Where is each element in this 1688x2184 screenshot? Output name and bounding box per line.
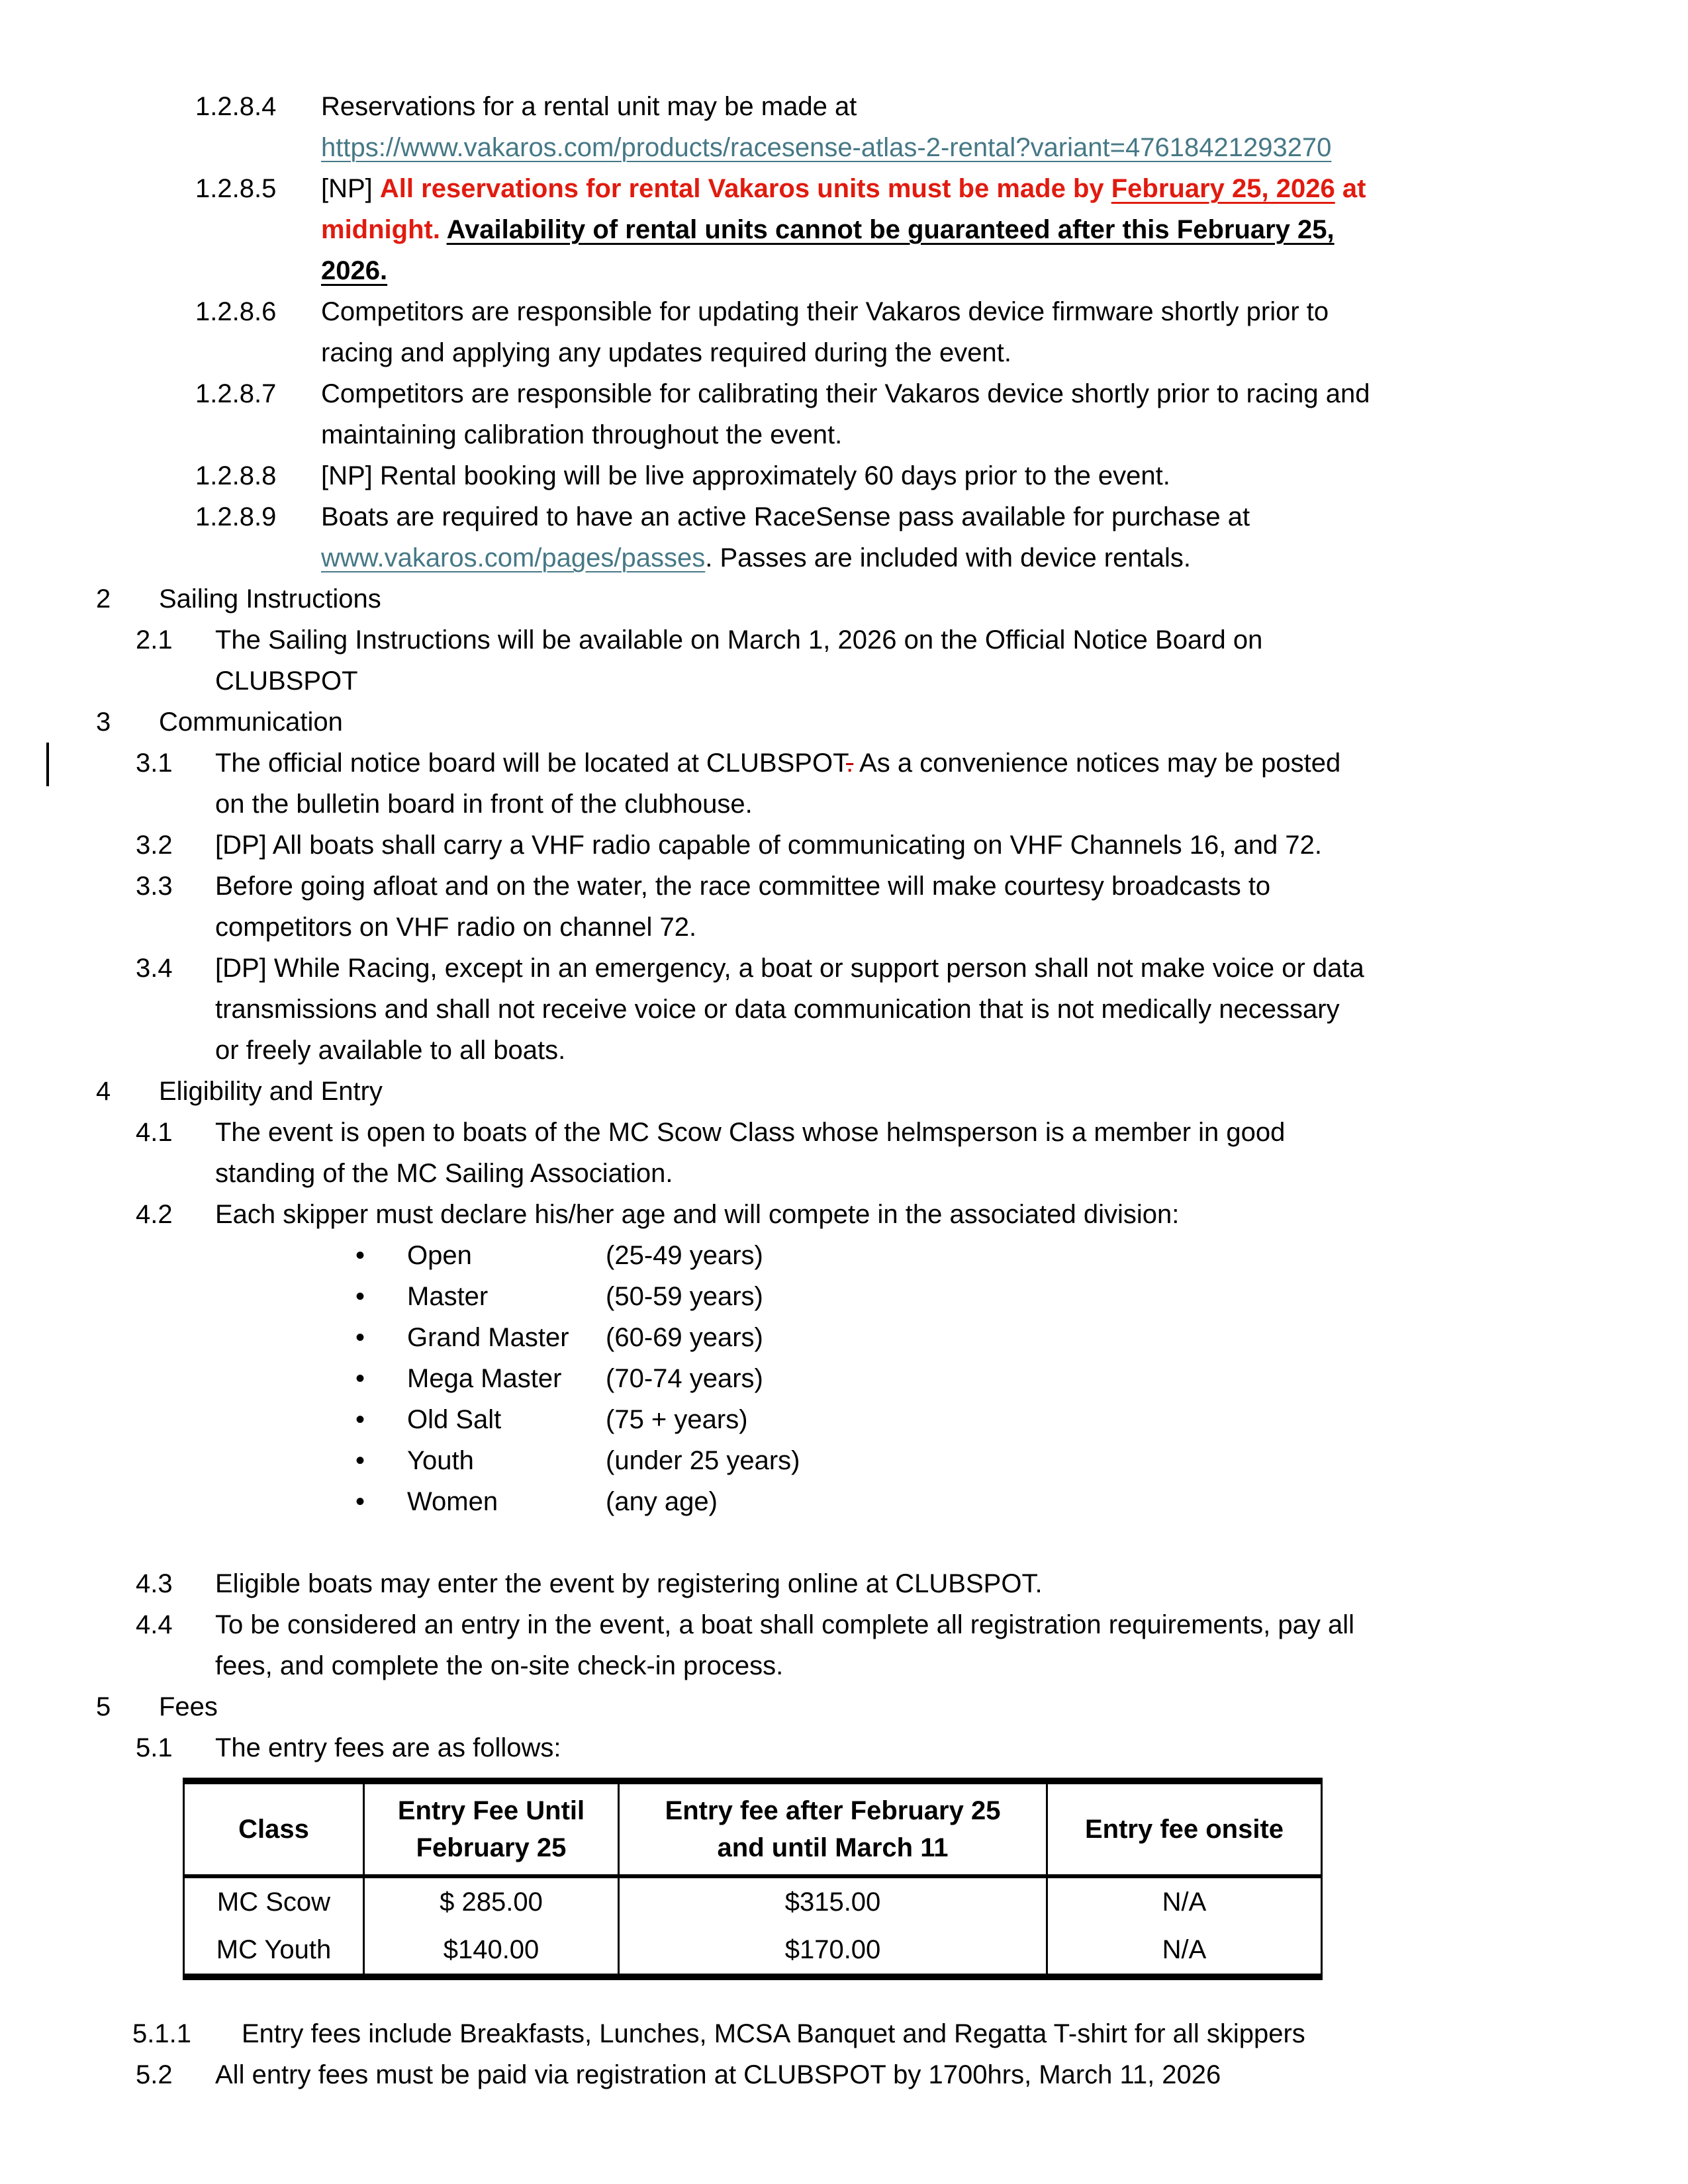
clause-3-1	[136, 743, 1595, 825]
clause-number: 1.2.8.5	[195, 174, 277, 203]
clause-3-4	[136, 948, 1595, 1071]
table-header-cell-until	[364, 1781, 619, 1876]
clause-line: Eligible boats may enter the event by registering online at CLUBSPOT.	[215, 1569, 1043, 1598]
header-line: Entry Fee Until	[397, 1796, 585, 1825]
header-line: and until March 11	[717, 1833, 949, 1862]
section-title: Communication	[159, 707, 343, 737]
clause-line: All entry fees must be paid via registration at CLUBSPOT by 1700hrs, March 11, 2026	[215, 2060, 1221, 2089]
clause-number: 1.2.8.9	[195, 502, 277, 531]
clause-number: 1.2.8.4	[195, 92, 277, 121]
clause-line: competitors on VHF radio on channel 72.	[215, 913, 697, 942]
division-ages: (50-59 years)	[606, 1282, 763, 1311]
section-title: Sailing Instructions	[159, 584, 381, 614]
bold-underlined-run: 2026.	[321, 256, 388, 285]
clause-text	[242, 2013, 1595, 2054]
list-item	[355, 1481, 1595, 1522]
text-run: As a convenience notices may be posted	[853, 749, 1341, 778]
spacer	[96, 1522, 1595, 1563]
bullet-icon: •	[355, 1323, 365, 1352]
text-run: [NP]	[321, 174, 380, 203]
list-item	[355, 1317, 1595, 1358]
bold-underlined-run: Availability of rental units cannot be guaranteed after this February 25,	[446, 215, 1335, 244]
table-header-cell-class	[184, 1781, 364, 1876]
clause-5-1	[136, 1727, 1595, 1768]
section-2-heading	[96, 578, 1595, 619]
clause-number: 1.2.8.6	[195, 297, 277, 326]
clause-1-2-8-8	[195, 455, 1595, 496]
clause-text	[321, 168, 1595, 291]
clause-number: 5.1	[136, 1733, 173, 1762]
clause-text	[215, 1112, 1595, 1194]
clause-line	[321, 168, 1595, 209]
clause-text	[215, 743, 1595, 825]
clause-number: 4.2	[136, 1200, 173, 1229]
header-line: Entry fee after February 25	[665, 1796, 1001, 1825]
clause-line: or freely available to all boats.	[215, 1036, 566, 1065]
clause-1-2-8-5	[195, 168, 1595, 291]
clause-4-4	[136, 1604, 1595, 1686]
table-header-cell-after	[619, 1781, 1047, 1876]
bullet-icon: •	[355, 1405, 365, 1434]
table-cell: N/A	[1047, 1926, 1322, 1977]
division-ages: (any age)	[606, 1487, 718, 1516]
division-label: Youth	[407, 1446, 474, 1475]
bullet-icon: •	[355, 1282, 365, 1311]
clause-text	[215, 619, 1595, 702]
clause-number: 5.2	[136, 2060, 173, 2089]
revision-change-bar	[46, 743, 49, 786]
passes-hyperlink[interactable]: www.vakaros.com/pages/passes	[321, 543, 706, 572]
section-number: 5	[96, 1692, 111, 1721]
list-item	[355, 1358, 1595, 1399]
division-ages: (60-69 years)	[606, 1323, 763, 1352]
section-number: 4	[96, 1077, 111, 1106]
clause-line: maintaining calibration throughout the event.	[321, 420, 843, 449]
deleted-text-run: .	[846, 749, 854, 778]
table-header-row	[184, 1781, 1322, 1876]
red-emphasis-run: All reservations for rental Vakaros units must be made by	[379, 174, 1111, 203]
table-cell: MC Youth	[184, 1926, 364, 1977]
table-header-cell-onsite	[1047, 1781, 1322, 1876]
text-run: . Passes are included with device rentals.	[705, 543, 1191, 572]
clause-line: Entry fees include Breakfasts, Lunches, MCSA Banquet and Regatta T-shirt for all skippers	[242, 2019, 1305, 2048]
clause-number: 2.1	[136, 625, 173, 655]
clause-number: 4.4	[136, 1610, 173, 1639]
clause-number: 4.3	[136, 1569, 173, 1598]
table-row	[184, 1926, 1322, 1977]
bullet-icon: •	[355, 1241, 365, 1270]
clause-line	[321, 127, 1595, 168]
division-bullet-list	[355, 1235, 1595, 1522]
clause-4-2	[136, 1194, 1595, 1235]
bullet-icon: •	[355, 1364, 365, 1393]
header-line: February 25	[416, 1833, 567, 1862]
clause-text	[321, 291, 1595, 373]
clause-line: The entry fees are as follows:	[215, 1733, 561, 1762]
table-cell: N/A	[1047, 1876, 1322, 1926]
clause-text	[321, 86, 1595, 168]
clause-text	[321, 496, 1595, 578]
clause-line: transmissions and shall not receive voice or data communication that is not medically necessary	[215, 995, 1340, 1024]
list-item	[355, 1235, 1595, 1276]
clause-line: [DP] While Racing, except in an emergency, a boat or support person shall not make voice or data	[215, 954, 1364, 983]
clause-line: on the bulletin board in front of the clubhouse.	[215, 790, 753, 819]
clause-number: 1.2.8.8	[195, 461, 277, 490]
division-label: Grand Master	[407, 1323, 569, 1352]
clause-text	[321, 373, 1595, 455]
clause-line	[321, 209, 1595, 250]
division-ages: (75 + years)	[606, 1405, 748, 1434]
clause-line: Reservations for a rental unit may be made at	[321, 92, 857, 121]
clause-text	[215, 866, 1595, 948]
text-run: The official notice board will be located at CLUBSPOT	[215, 749, 847, 778]
clause-line: Boats are required to have an active RaceSense pass available for purchase at	[321, 502, 1250, 531]
clause-number: 1.2.8.7	[195, 379, 277, 408]
clause-line: [DP] All boats shall carry a VHF radio capable of communicating on VHF Channels 16, and 72.	[215, 831, 1322, 860]
division-ages: (70-74 years)	[606, 1364, 763, 1393]
clause-4-1	[136, 1112, 1595, 1194]
clause-line	[215, 743, 1595, 784]
section-number: 3	[96, 707, 111, 737]
red-underlined-date: February 25, 2026	[1111, 174, 1335, 203]
table-cell: $140.00	[364, 1926, 619, 1977]
list-item	[355, 1399, 1595, 1440]
clause-5-1-1	[132, 2013, 1595, 2054]
clause-text	[215, 825, 1595, 866]
clause-line: racing and applying any updates required during the event.	[321, 338, 1011, 367]
bullet-icon: •	[355, 1446, 365, 1475]
division-label: Mega Master	[407, 1364, 562, 1393]
clause-text	[215, 1727, 1595, 1768]
table-cell: $315.00	[619, 1876, 1047, 1926]
clause-1-2-8-9	[195, 496, 1595, 578]
section-4-heading	[96, 1071, 1595, 1112]
division-ages: (25-49 years)	[606, 1241, 763, 1270]
clause-text	[215, 1194, 1595, 1235]
clause-text	[321, 455, 1595, 496]
clause-5-2	[136, 2054, 1595, 2095]
clause-1-2-8-4	[195, 86, 1595, 168]
list-item	[355, 1440, 1595, 1481]
clause-line: Competitors are responsible for calibrating their Vakaros device shortly prior to racing and	[321, 379, 1370, 408]
clause-text	[215, 1604, 1595, 1686]
rental-hyperlink[interactable]: https://www.vakaros.com/products/racesense-atlas-2-rental?variant=47618421293270	[321, 133, 1332, 162]
clause-number: 3.3	[136, 872, 173, 901]
header-line: Class	[238, 1815, 309, 1844]
clause-line: To be considered an entry in the event, a boat shall complete all registration requirements, pay all	[215, 1610, 1354, 1639]
clause-text	[215, 2054, 1595, 2095]
clause-line: The event is open to boats of the MC Scow Class whose helmsperson is a member in good	[215, 1118, 1286, 1147]
section-number: 2	[96, 584, 111, 614]
clause-text	[215, 1563, 1595, 1604]
clause-line: Before going afloat and on the water, the race committee will make courtesy broadcasts to	[215, 872, 1271, 901]
bullet-icon: •	[355, 1487, 365, 1516]
clause-line: CLUBSPOT	[215, 666, 358, 696]
clause-number: 5.1.1	[132, 2019, 191, 2048]
list-item	[355, 1276, 1595, 1317]
division-ages: (under 25 years)	[606, 1446, 800, 1475]
header-line: Entry fee onsite	[1084, 1815, 1284, 1844]
clause-number: 3.4	[136, 954, 173, 983]
clause-1-2-8-7	[195, 373, 1595, 455]
division-label: Women	[407, 1487, 498, 1516]
clause-text	[215, 948, 1595, 1071]
red-emphasis-run: midnight.	[321, 215, 447, 244]
clause-1-2-8-6	[195, 291, 1595, 373]
section-5-heading	[96, 1686, 1595, 1727]
section-title: Fees	[159, 1692, 218, 1721]
section-3-heading	[96, 702, 1595, 743]
clause-4-3	[136, 1563, 1595, 1604]
clause-line	[321, 537, 1595, 578]
fees-table	[183, 1778, 1323, 1980]
clause-line: Each skipper must declare his/her age and will compete in the associated division:	[215, 1200, 1180, 1229]
division-label: Master	[407, 1282, 489, 1311]
clause-line: standing of the MC Sailing Association.	[215, 1159, 673, 1188]
table-cell: $ 285.00	[364, 1876, 619, 1926]
clause-line: The Sailing Instructions will be available on March 1, 2026 on the Official Notice Board on	[215, 625, 1263, 655]
clause-line: [NP] Rental booking will be live approximately 60 days prior to the event.	[321, 461, 1170, 490]
table-cell: MC Scow	[184, 1876, 364, 1926]
red-emphasis-run: at	[1335, 174, 1366, 203]
division-label: Old Salt	[407, 1405, 502, 1434]
clause-line: fees, and complete the on-site check-in process.	[215, 1651, 784, 1680]
clause-number: 4.1	[136, 1118, 173, 1147]
division-label: Open	[407, 1241, 472, 1270]
clause-number: 3.1	[136, 749, 173, 778]
clause-line	[321, 250, 1595, 291]
clause-line: Competitors are responsible for updating their Vakaros device firmware shortly prior to	[321, 297, 1329, 326]
section-title: Eligibility and Entry	[159, 1077, 383, 1106]
table-row	[184, 1876, 1322, 1926]
table-cell: $170.00	[619, 1926, 1047, 1977]
clause-3-3	[136, 866, 1595, 948]
clause-3-2	[136, 825, 1595, 866]
clause-2-1	[136, 619, 1595, 702]
clause-number: 3.2	[136, 831, 173, 860]
